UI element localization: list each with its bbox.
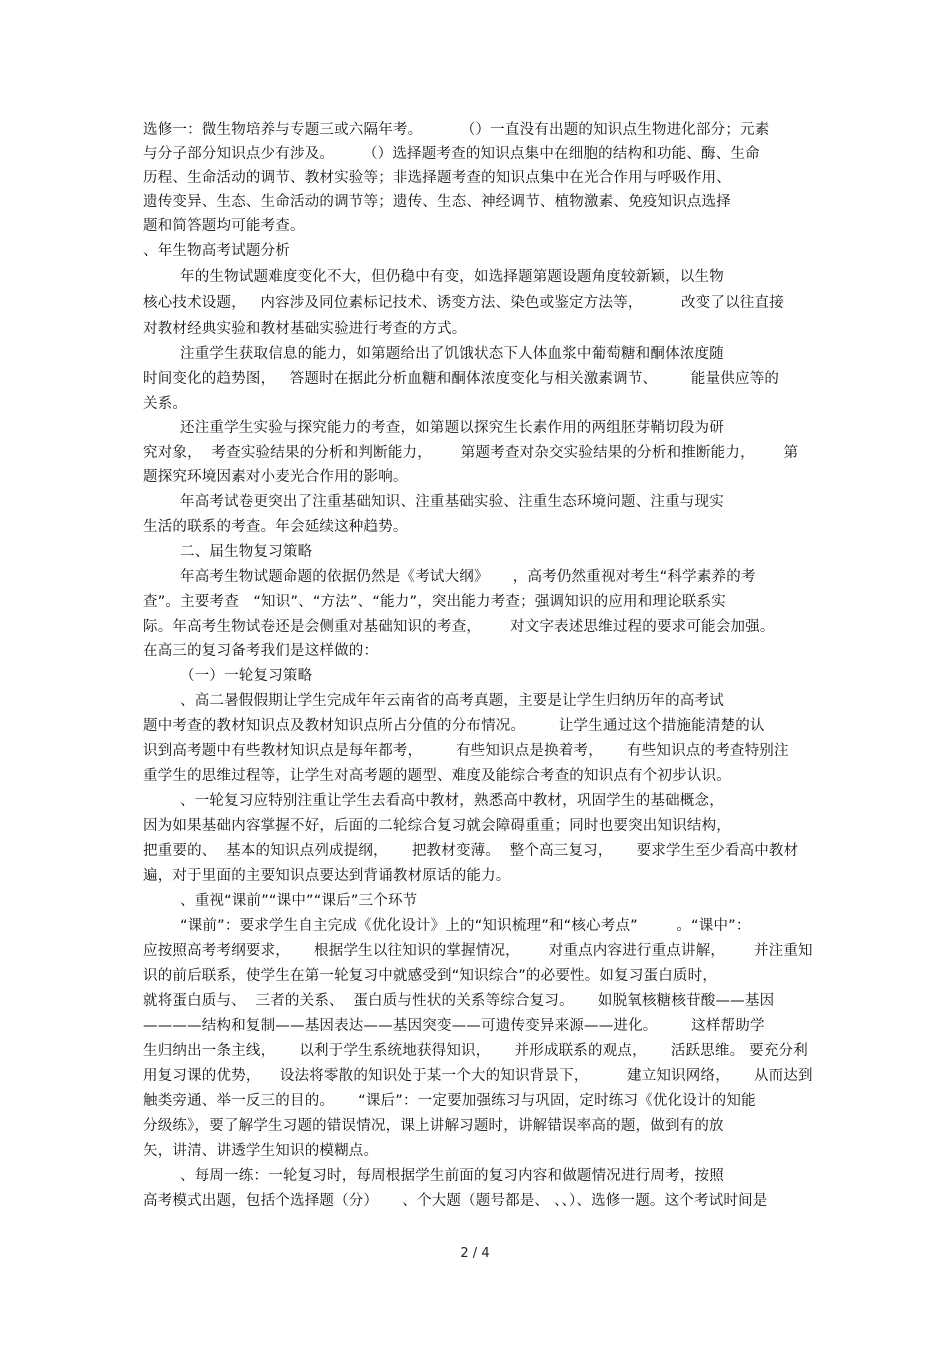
text-line: 、每周一练：一轮复习时，每周根据学生前面的复习内容和做题情况进行周考，按照 [180, 1168, 724, 1184]
text-line: 题和简答题均可能考查。 [143, 218, 305, 234]
text-line: 识到高考题中有些教材知识点是每年都考， 有些知识点是换着考， 有些知识点的考查特别注 [143, 743, 789, 759]
text-line: 生归纳出一条主线， 以利于学生系统地获得知识， 并形成联系的观点， 活跃思维。 要充分利 [143, 1043, 808, 1059]
text-line: 把重要的、 基本的知识点列成提纲， 把教材变薄。 整个高三复习， 要求学生至少看高中教材 [143, 843, 799, 859]
text-line: 触类旁通、举一反三的目的。 “课后”：一定要加强练习与巩固，定时练习《优化设计的知能 [143, 1093, 756, 1109]
text-line: 年高考试卷更突出了注重基础知识、注重基础实验、注重生态环境问题、注重与现实 [180, 494, 724, 510]
text-line: 遗传变异、生态、生命活动的调节等；遗传、生态、神经调节、植物激素、免疫知识点选择 [143, 194, 731, 210]
text-line: 、高二暑假假期让学生完成年年云南省的高考真题，主要是让学生归纳历年的高考试 [180, 693, 724, 709]
text-line: 因为如果基础内容掌握不好，后面的二轮综合复习就会障碍重重；同时也要突出知识结构， [143, 818, 731, 834]
text-line: 遍，对于里面的主要知识点要达到背诵教材原话的能力。 [143, 868, 511, 884]
section-heading: 、年生物高考试题分析 [143, 243, 290, 259]
text-line: 生活的联系的考查。年会延续这种趋势。 [143, 519, 408, 535]
text-line: 高考模式出题，包括个选择题（分） 、个大题（题号都是、 、、）、选修一题。这个考试时间是 [143, 1193, 768, 1209]
page-number: 2 / 4 [460, 1246, 490, 1261]
text-line: 还注重学生实验与探究能力的考查，如第题以探究生长素作用的两组胚芽鞘切段为研 [180, 420, 724, 436]
text-line: 重学生的思维过程等，让学生对高考题的题型、难度及能综合考查的知识点有个初步认识。 [143, 768, 731, 784]
text-line: 年的生物试题难度变化不大，但仍稳中有变，如选择题第题设题角度较新颖，以生物 [180, 269, 724, 285]
text-line: 、重视“课前”“课中”“课后”三个环节 [180, 893, 418, 909]
text-line: 历程、生命活动的调节、教材实验等；非选择题考查的知识点集中在光合作用与呼吸作用、 [143, 170, 731, 186]
text-line: 应按照高考考纲要求， 根据学生以往知识的掌握情况， 对重点内容进行重点讲解， 并注重知 [143, 943, 813, 959]
text-line: 注重学生获取信息的能力，如第题给出了饥饿状态下人体血浆中葡萄糖和酮体浓度随 [180, 346, 724, 362]
text-line: 题探究环境因素对小麦光合作用的影响。 [143, 469, 408, 485]
text-line: 就将蛋白质与、 三者的关系、 蛋白质与性状的关系等综合复习。 如脱氧核糖核苷酸——基因 [143, 993, 775, 1009]
subsection-heading: （一）一轮复习策略 [180, 668, 313, 684]
text-line: 题中考查的教材知识点及教材知识点所占分值的分布情况。 让学生通过这个措施能清楚的认 [143, 718, 765, 734]
text-line: 究对象， 考查实验结果的分析和判断能力， 第题考查对杂交实验结果的分析和推断能力， 第 [143, 445, 799, 461]
text-line: ————结构和复制——基因表达——基因突变——可遗传变异来源——进化。 这样帮助学 [143, 1018, 765, 1034]
text-line: 查”。主要考查 “知识”、“方法”、“能力”，突出能力考查；强调知识的应用和理论联系实 [143, 594, 726, 610]
text-line: 选修一：微生物培养与专题三或六隔年考。 （）一直没有出题的知识点生物进化部分；元素 [143, 122, 770, 138]
text-line: 年高考生物试题命题的依据仍然是《考试大纲》 ，高考仍然重视对考生“科学素养的考 [180, 569, 756, 585]
text-line: 对教材经典实验和教材基础实验进行考查的方式。 [143, 321, 467, 337]
text-line: 分级练》，要了解学生习题的错误情况，课上讲解习题时，讲解错误率高的题，做到有的放 [143, 1118, 724, 1134]
text-line: 矢，讲清、讲透学生知识的模糊点。 [143, 1143, 379, 1159]
text-line: 时间变化的趋势图， 答题时在据此分析血糖和酮体浓度变化与相关激素调节、 能量供应等的 [143, 371, 780, 387]
text-line: 在高三的复习备考我们是这样做的： [143, 643, 379, 659]
text-line: 与分子部分知识点少有涉及。 （）选择题考查的知识点集中在细胞的结构和功能、酶、生命 [143, 146, 760, 162]
text-line: “课前”：要求学生自主完成《优化设计》上的“知识梳理”和“核心考点” 。“课中”： [180, 918, 751, 934]
section-heading: 二、届生物复习策略 [180, 544, 313, 560]
text-line: 用复习课的优势， 设法将零散的知识处于某一个大的知识背景下， 建立知识网络， 从而达到 [143, 1068, 813, 1084]
text-line: 、一轮复习应特别注重让学生去看高中教材，熟悉高中教材，巩固学生的基础概念， [180, 793, 724, 809]
text-line: 际。年高考生物试卷还是会侧重对基础知识的考查， 对文字表述思维过程的要求可能会加强。 [143, 619, 775, 635]
text-line: 识的前后联系，使学生在第一轮复习中就感受到“知识综合”的必要性。如复习蛋白质时， [143, 968, 718, 984]
text-line: 关系。 [143, 396, 188, 412]
text-line: 核心技术设题， 内容涉及同位素标记技术、诱变方法、染色或鉴定方法等， 改变了以往直接 [143, 295, 784, 311]
